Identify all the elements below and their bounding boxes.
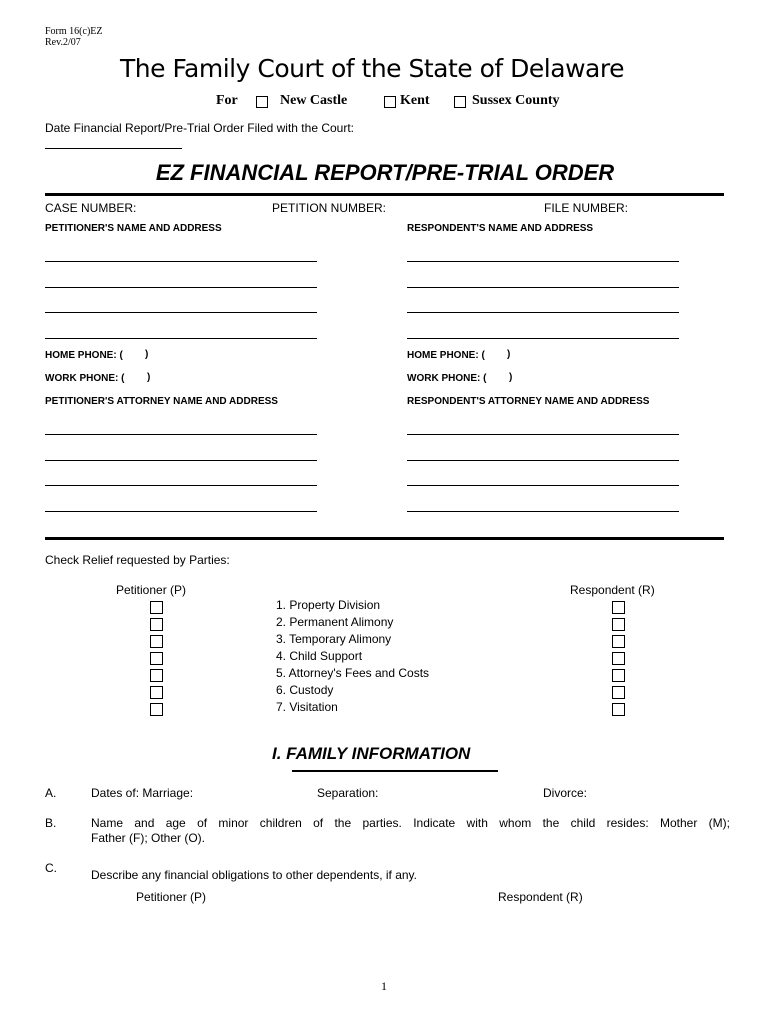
relief-item-custody: 6. Custody [276, 683, 334, 697]
family-info-underline [292, 770, 498, 772]
petitioner-work-phone-label: WORK PHONE: ( [45, 373, 125, 384]
petitioner-home-phone-label: HOME PHONE: ( [45, 350, 123, 361]
county-label-kent: Kent [400, 93, 430, 108]
petitioner-relief-checkbox[interactable] [150, 601, 163, 614]
respondent-work-phone-label: WORK PHONE: ( [407, 373, 487, 384]
respondent-relief-checkbox[interactable] [612, 652, 625, 665]
respondent-attorney-line[interactable] [407, 511, 679, 512]
petitioner-relief-checkbox[interactable] [150, 652, 163, 665]
petitioner-attorney-line[interactable] [45, 434, 317, 435]
petitioner-relief-checkbox[interactable] [150, 686, 163, 699]
respondent-attorney-label: RESPONDENT'S ATTORNEY NAME AND ADDRESS [407, 396, 650, 407]
respondent-address-line[interactable] [407, 261, 679, 262]
respondent-relief-checkbox[interactable] [612, 686, 625, 699]
respondent-attorney-line[interactable] [407, 434, 679, 435]
relief-item-temporary-alimony: 3. Temporary Alimony [276, 632, 392, 646]
children-instructions-line1: Name and age of minor children of the parties. Indicate with whom the child resides: Mother (M); [91, 816, 730, 830]
petitioner-home-phone-close: ) [145, 349, 149, 360]
county-label-sussex: Sussex County [472, 93, 560, 108]
separation-date-label: Separation: [317, 786, 379, 800]
title-rule [45, 193, 724, 196]
relief-respondent-label: Respondent (R) [570, 583, 655, 597]
dependents-instructions: Describe any financial obligations to other dependents, if any. [91, 868, 417, 882]
case-number-label: CASE NUMBER: [45, 201, 137, 215]
item-a-letter: A. [45, 786, 57, 800]
form-id [45, 26, 103, 48]
petitioner-relief-checkbox[interactable] [150, 703, 163, 716]
family-info-heading: I. FAMILY INFORMATION [272, 744, 471, 763]
item-c-letter: C. [45, 861, 57, 875]
respondent-name-label: RESPONDENT'S NAME AND ADDRESS [407, 223, 594, 234]
relief-item-property-division: 1. Property Division [276, 598, 381, 612]
respondent-relief-checkbox[interactable] [612, 703, 625, 716]
petitioner-relief-checkbox[interactable] [150, 669, 163, 682]
respondent-home-phone-close: ) [507, 349, 511, 360]
form-number: Form 16(c)EZ [45, 26, 103, 37]
relief-prompt: Check Relief requested by Parties: [45, 553, 230, 567]
divorce-date-label: Divorce: [543, 786, 588, 800]
county-checkbox-kent[interactable] [384, 96, 396, 108]
report-title: EZ FINANCIAL REPORT/PRE-TRIAL ORDER [155, 160, 615, 185]
item-b-letter: B. [45, 816, 57, 830]
relief-item-child-support: 4. Child Support [276, 649, 363, 663]
respondent-relief-checkbox[interactable] [612, 635, 625, 648]
dependents-petitioner-label: Petitioner (P) [136, 890, 207, 904]
petitioner-attorney-label: PETITIONER'S ATTORNEY NAME AND ADDRESS [45, 396, 278, 407]
for-label: For [216, 93, 238, 108]
date-filed-label: Date Financial Report/Pre-Trial Order Filed with the Court: [45, 121, 354, 135]
respondent-relief-checkbox[interactable] [612, 618, 625, 631]
marriage-date-label: Dates of: Marriage: [91, 786, 194, 800]
petitioner-attorney-line[interactable] [45, 485, 317, 486]
court-title: The Family Court of the State of Delaware [120, 54, 624, 83]
children-instructions-line2: Father (F); Other (O). [91, 831, 206, 845]
petitioner-address-line[interactable] [45, 338, 317, 339]
petitioner-attorney-line[interactable] [45, 460, 317, 461]
date-filed-field[interactable] [45, 148, 182, 149]
form-revision: Rev.2/07 [45, 37, 81, 48]
relief-item-permanent-alimony: 2. Permanent Alimony [276, 615, 394, 629]
petitioner-address-line[interactable] [45, 287, 317, 288]
county-label-new-castle: New Castle [280, 93, 348, 108]
respondent-address-line[interactable] [407, 338, 679, 339]
county-checkbox-sussex[interactable] [454, 96, 466, 108]
petitioner-address-line[interactable] [45, 261, 317, 262]
petition-number-label: PETITION NUMBER: [272, 201, 387, 215]
file-number-label: FILE NUMBER: [544, 201, 629, 215]
respondent-address-line[interactable] [407, 287, 679, 288]
petitioner-relief-checkbox[interactable] [150, 618, 163, 631]
page-number: 1 [381, 979, 387, 993]
respondent-attorney-line[interactable] [407, 460, 679, 461]
petitioner-name-label: PETITIONER'S NAME AND ADDRESS [45, 223, 222, 234]
respondent-home-phone-label: HOME PHONE: ( [407, 350, 485, 361]
respondent-relief-checkbox[interactable] [612, 601, 625, 614]
county-checkbox-new-castle[interactable] [256, 96, 268, 108]
relief-item-visitation: 7. Visitation [276, 700, 338, 714]
relief-item-attorney-fees: 5. Attorney's Fees and Costs [276, 666, 430, 680]
relief-petitioner-label: Petitioner (P) [116, 583, 187, 597]
respondent-address-line[interactable] [407, 312, 679, 313]
petitioner-work-phone-close: ) [147, 372, 151, 383]
section-rule [45, 537, 724, 540]
respondent-work-phone-close: ) [509, 372, 513, 383]
respondent-attorney-line[interactable] [407, 485, 679, 486]
dependents-respondent-label: Respondent (R) [498, 890, 583, 904]
petitioner-address-line[interactable] [45, 312, 317, 313]
petitioner-relief-checkbox[interactable] [150, 635, 163, 648]
petitioner-attorney-line[interactable] [45, 511, 317, 512]
respondent-relief-checkbox[interactable] [612, 669, 625, 682]
